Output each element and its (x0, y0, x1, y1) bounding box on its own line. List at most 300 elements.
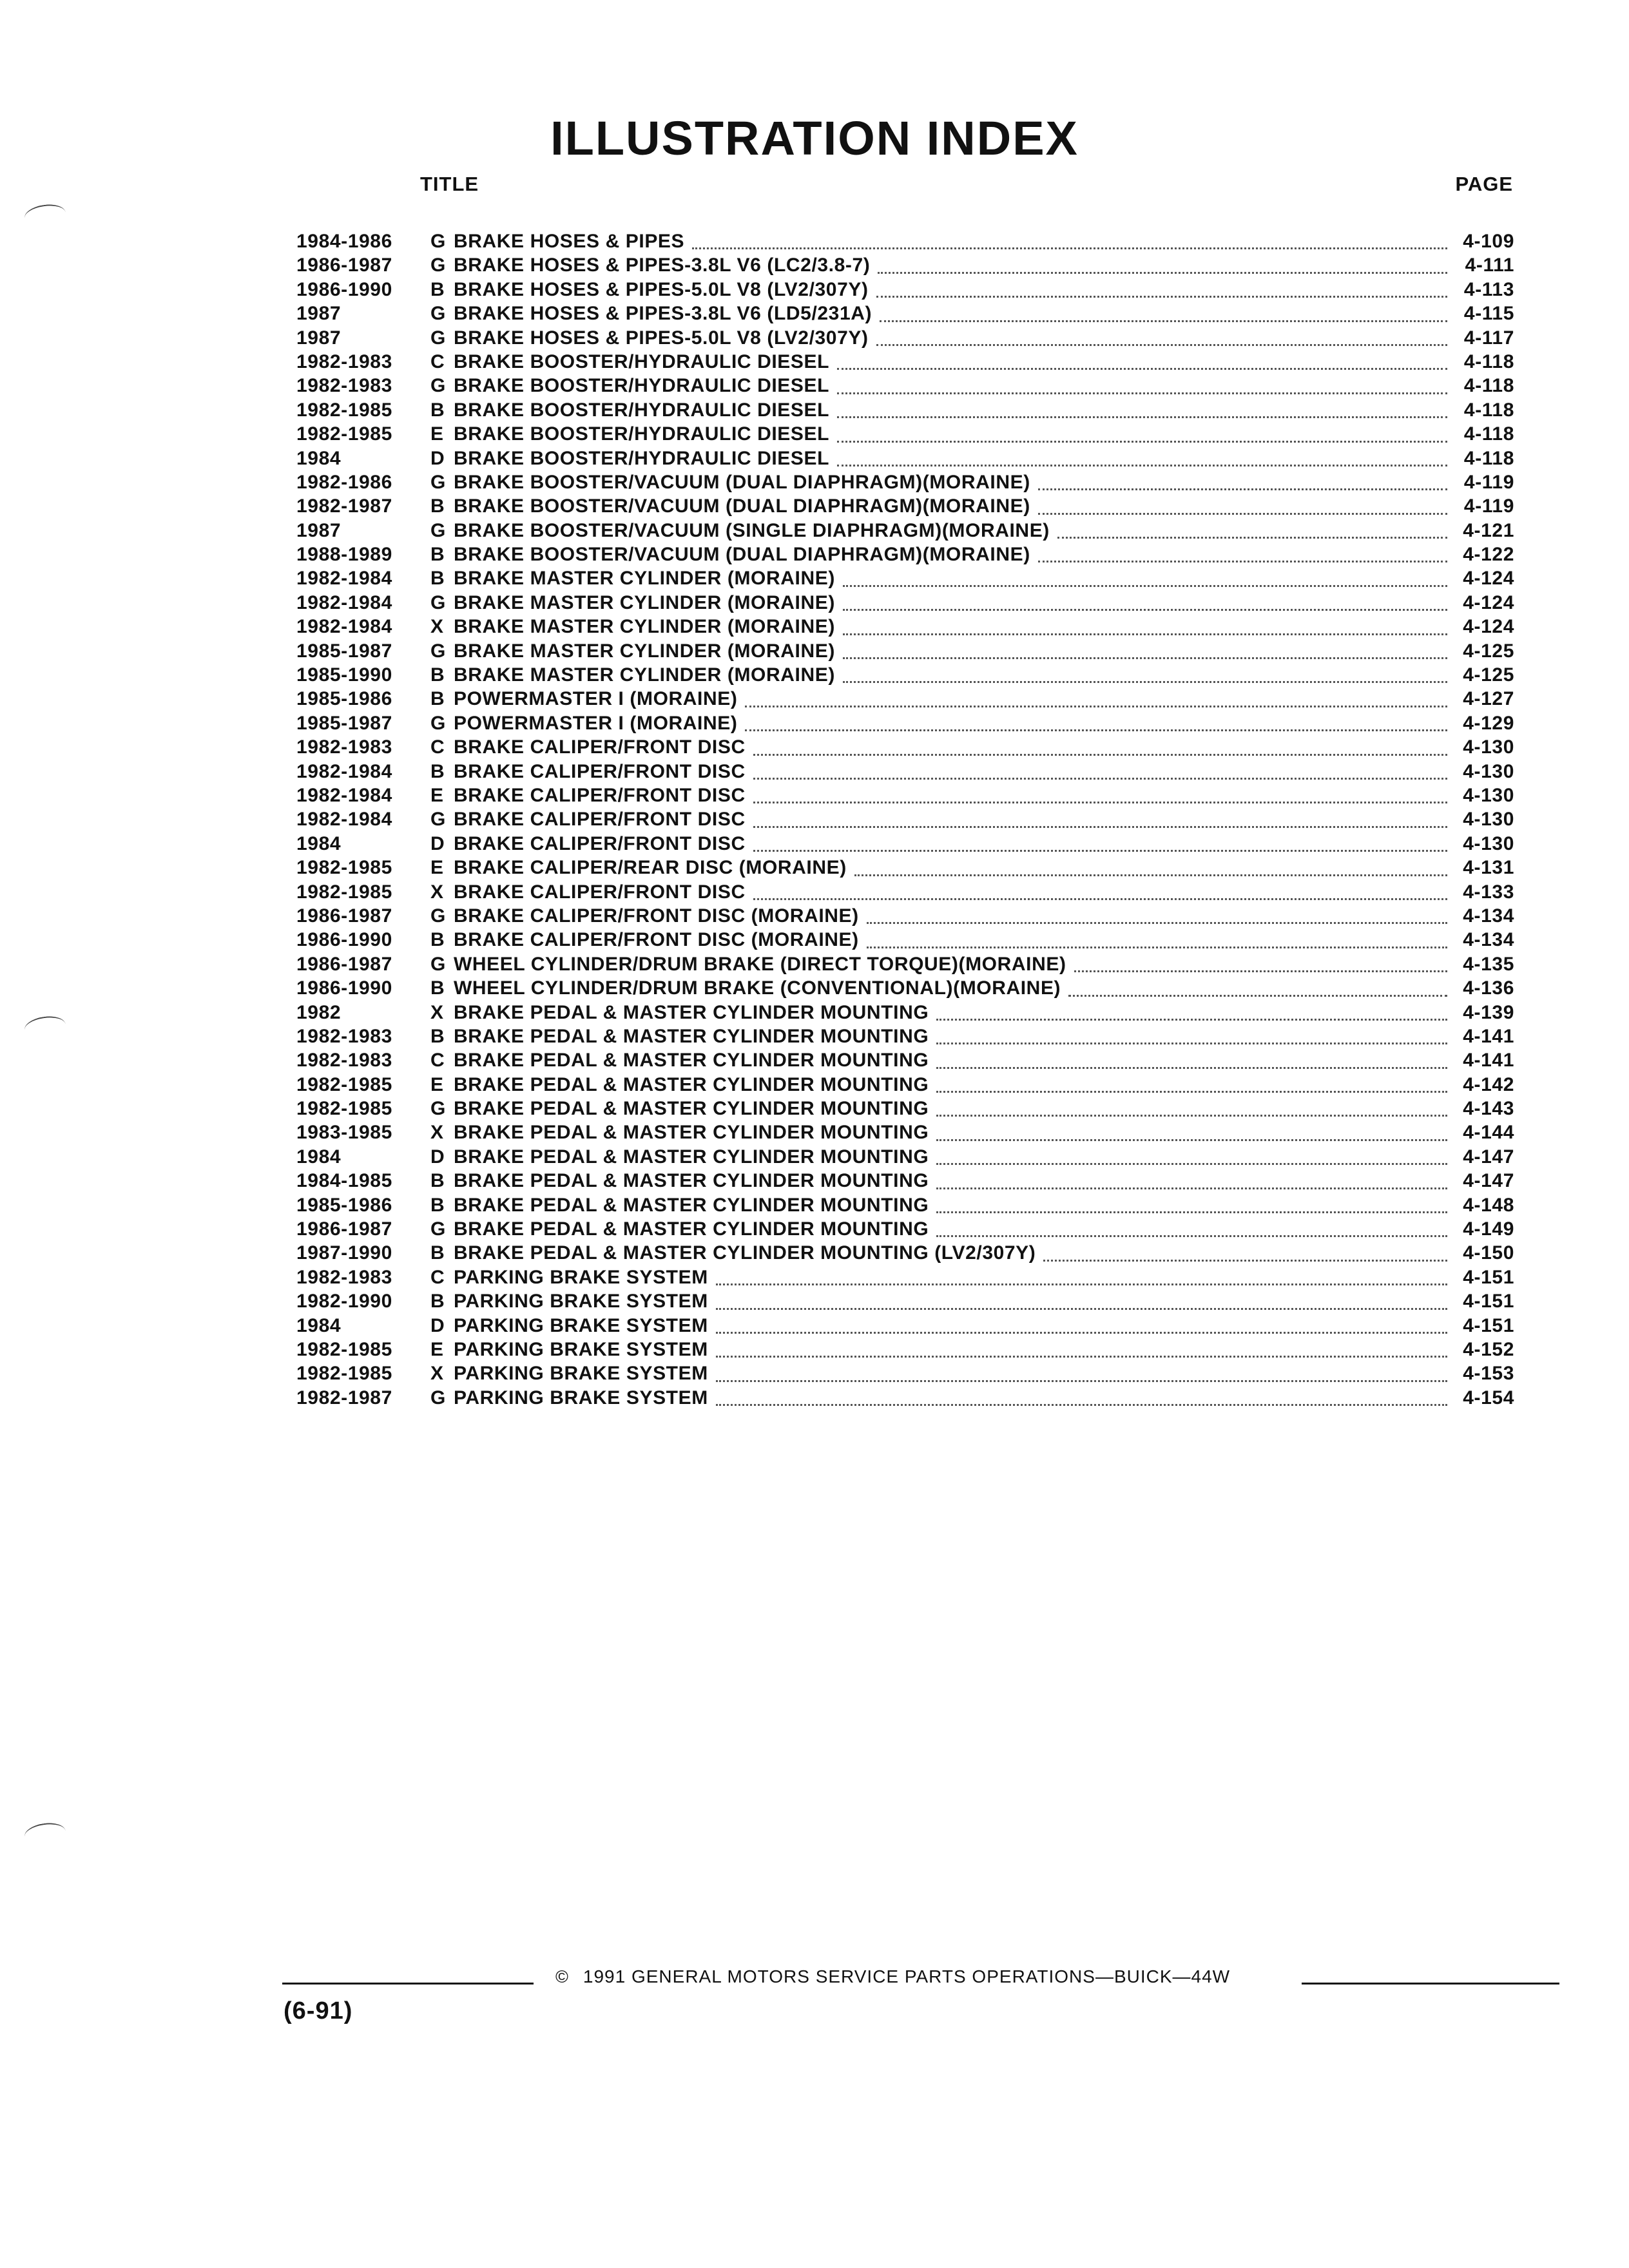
index-entry (296, 1098, 1514, 1122)
entry-years: 1982-1985 (296, 399, 392, 421)
entry-years: 1986-1987 (296, 255, 392, 276)
entry-description: BRAKE PEDAL & MASTER CYLINDER MOUNTING (LV2/307Y) (454, 1242, 1036, 1264)
entry-description: BRAKE PEDAL & MASTER CYLINDER MOUNTING (454, 1098, 929, 1120)
entry-page: 4-117 (1463, 327, 1514, 349)
entry-page: 4-131 (1463, 857, 1514, 879)
index-entry (296, 616, 1514, 640)
entry-description: BRAKE BOOSTER/HYDRAULIC DIESEL (454, 351, 830, 372)
entry-page: 4-115 (1463, 303, 1514, 325)
scan-margin-mark (23, 202, 67, 229)
dot-leader (1068, 995, 1447, 997)
entry-page: 4-121 (1463, 519, 1514, 541)
index-entry (296, 929, 1514, 953)
entry-description: BRAKE HOSES & PIPES-3.8L V6 (LC2/3.8-7) (454, 255, 871, 276)
index-entry (296, 761, 1514, 785)
entry-years: 1988-1989 (296, 544, 392, 566)
dot-leader (753, 826, 1447, 828)
entry-years: 1982-1984 (296, 809, 392, 831)
index-entry (296, 1218, 1514, 1242)
entry-series: D (430, 1146, 445, 1168)
entry-series: E (430, 423, 444, 445)
dot-leader (1043, 1260, 1447, 1262)
column-header-page: PAGE (1455, 173, 1513, 195)
dot-leader (716, 1283, 1447, 1285)
index-entry (296, 688, 1514, 712)
index-entry (296, 905, 1514, 929)
index-entry (296, 881, 1514, 905)
dot-leader (1074, 970, 1447, 972)
dot-leader (936, 1091, 1447, 1093)
entry-years: 1985-1986 (296, 688, 392, 710)
entry-years: 1982-1985 (296, 857, 392, 879)
entry-series: G (430, 1098, 446, 1120)
footer-rule-right (1302, 1983, 1559, 1984)
index-entry (296, 327, 1514, 351)
dot-leader (876, 296, 1447, 298)
entry-description: BRAKE BOOSTER/HYDRAULIC DIESEL (454, 423, 830, 445)
index-entry (296, 568, 1514, 591)
entry-years: 1982-1985 (296, 423, 392, 445)
entry-series: C (430, 736, 445, 758)
entry-series: D (430, 832, 445, 854)
entry-series: B (430, 278, 445, 300)
footer-copyright-text: 1991 GENERAL MOTORS SERVICE PARTS OPERATIONS—BUICK—44W (583, 1966, 1231, 1986)
entry-page: 4-124 (1463, 591, 1514, 613)
entry-years: 1982-1984 (296, 784, 392, 806)
entry-page: 4-149 (1463, 1218, 1514, 1240)
entry-page: 4-150 (1463, 1242, 1514, 1264)
entry-page: 4-151 (1463, 1266, 1514, 1288)
index-entry (296, 977, 1514, 1001)
entry-description: BRAKE CALIPER/FRONT DISC (MORAINE) (454, 929, 859, 951)
entry-series: C (430, 1266, 445, 1288)
dot-leader (716, 1332, 1447, 1334)
entry-years: 1982-1990 (296, 1291, 392, 1312)
entry-years: 1987-1990 (296, 1242, 392, 1264)
dot-leader (936, 1139, 1447, 1141)
entry-years: 1982-1986 (296, 471, 392, 493)
entry-series: C (430, 351, 445, 372)
entry-page: 4-118 (1463, 399, 1514, 421)
dot-leader (936, 1043, 1447, 1044)
dot-leader (716, 1404, 1447, 1406)
entry-series: E (430, 1073, 444, 1095)
dot-leader (837, 441, 1447, 443)
entry-years: 1982-1984 (296, 760, 392, 782)
entry-series: E (430, 1338, 444, 1360)
index-entry (296, 375, 1514, 399)
index-entry (296, 1122, 1514, 1146)
entry-page: 4-118 (1463, 351, 1514, 372)
entry-page: 4-118 (1463, 375, 1514, 397)
entry-page: 4-139 (1463, 1001, 1514, 1023)
entry-years: 1986-1990 (296, 929, 392, 951)
entry-description: PARKING BRAKE SYSTEM (454, 1291, 708, 1312)
entry-description: PARKING BRAKE SYSTEM (454, 1338, 708, 1360)
index-entry (296, 640, 1514, 664)
entry-page: 4-148 (1463, 1194, 1514, 1216)
edition-date: (6-91) (284, 1997, 353, 2024)
dot-leader (843, 657, 1447, 659)
entry-page: 4-111 (1465, 255, 1514, 276)
dot-leader (753, 850, 1447, 852)
entry-series: G (430, 1387, 446, 1408)
entry-series: G (430, 375, 446, 397)
index-entry (296, 664, 1514, 688)
entry-description: BRAKE BOOSTER/VACUUM (DUAL DIAPHRAGM)(MORAINE) (454, 495, 1030, 517)
index-entry (296, 279, 1514, 303)
entry-description: BRAKE CALIPER/FRONT DISC (454, 881, 746, 903)
copyright-symbol: © (555, 1967, 569, 1986)
dot-leader (1038, 561, 1447, 562)
entry-series: B (430, 760, 445, 782)
scan-margin-mark (23, 1821, 67, 1847)
entry-description: BRAKE CALIPER/FRONT DISC (454, 784, 746, 806)
dot-leader (837, 465, 1447, 466)
entry-years: 1982-1983 (296, 1050, 392, 1072)
entry-years: 1987 (296, 303, 342, 325)
entry-description: BRAKE MASTER CYLINDER (MORAINE) (454, 664, 835, 686)
entry-page: 4-151 (1463, 1291, 1514, 1312)
dot-leader (753, 802, 1447, 803)
index-entry (296, 592, 1514, 616)
entry-years: 1982-1983 (296, 1266, 392, 1288)
entry-description: BRAKE BOOSTER/HYDRAULIC DIESEL (454, 399, 830, 421)
index-entry (296, 303, 1514, 327)
dot-leader (936, 1187, 1447, 1189)
entry-years: 1984-1986 (296, 231, 392, 252)
entry-description: BRAKE HOSES & PIPES-5.0L V8 (LV2/307Y) (454, 327, 869, 349)
entry-page: 4-153 (1463, 1363, 1514, 1385)
index-entry (296, 1291, 1514, 1314)
entry-series: X (430, 616, 444, 638)
entry-description: BRAKE MASTER CYLINDER (MORAINE) (454, 568, 835, 590)
dot-leader (867, 947, 1447, 948)
dot-leader (745, 706, 1447, 707)
entry-description: BRAKE PEDAL & MASTER CYLINDER MOUNTING (454, 1146, 929, 1168)
entry-page: 4-109 (1463, 231, 1514, 252)
dot-leader (936, 1163, 1447, 1165)
entry-series: G (430, 255, 446, 276)
entry-series: B (430, 495, 445, 517)
entry-series: G (430, 591, 446, 613)
entry-page: 4-135 (1463, 953, 1514, 975)
entry-series: G (430, 953, 446, 975)
entry-series: B (430, 1291, 445, 1312)
entry-page: 4-129 (1463, 712, 1514, 734)
entry-years: 1984 (296, 832, 342, 854)
entry-series: B (430, 399, 445, 421)
entry-description: BRAKE BOOSTER/VACUUM (SINGLE DIAPHRAGM)(MORAINE) (454, 519, 1050, 541)
dot-leader (692, 247, 1447, 249)
entry-description: BRAKE PEDAL & MASTER CYLINDER MOUNTING (454, 1073, 929, 1095)
entry-description: BRAKE PEDAL & MASTER CYLINDER MOUNTING (454, 1050, 929, 1072)
entry-page: 4-124 (1463, 616, 1514, 638)
dot-leader (1038, 513, 1447, 515)
scan-margin-mark (23, 1014, 67, 1041)
entry-series: B (430, 664, 445, 686)
dot-leader (843, 681, 1447, 683)
entry-series: G (430, 809, 446, 831)
index-entry (296, 1339, 1514, 1363)
entry-years: 1984-1985 (296, 1170, 392, 1192)
dot-leader (753, 754, 1447, 756)
entry-years: 1985-1990 (296, 664, 392, 686)
entry-page: 4-130 (1463, 784, 1514, 806)
entry-years: 1986-1990 (296, 278, 392, 300)
entry-description: WHEEL CYLINDER/DRUM BRAKE (DIRECT TORQUE)(MORAINE) (454, 953, 1066, 975)
index-entry (296, 255, 1514, 278)
entry-years: 1982-1984 (296, 616, 392, 638)
entry-description: BRAKE CALIPER/FRONT DISC (454, 736, 746, 758)
entry-years: 1986-1990 (296, 977, 392, 999)
page-title: ILLUSTRATION INDEX (550, 111, 1079, 165)
entry-page: 4-119 (1463, 495, 1514, 517)
dot-leader (753, 898, 1447, 900)
entry-page: 4-119 (1463, 471, 1514, 493)
dot-leader (1038, 488, 1447, 490)
entry-years: 1986-1987 (296, 1218, 392, 1240)
entry-series: E (430, 857, 444, 879)
index-entry (296, 1002, 1514, 1026)
dot-leader (837, 368, 1447, 370)
entry-description: BRAKE CALIPER/FRONT DISC (454, 832, 746, 854)
entry-years: 1985-1987 (296, 640, 392, 662)
entry-years: 1982 (296, 1001, 342, 1023)
entry-years: 1986-1987 (296, 905, 392, 927)
dot-leader (878, 272, 1447, 274)
entry-description: BRAKE CALIPER/FRONT DISC (454, 760, 746, 782)
entry-description: PARKING BRAKE SYSTEM (454, 1266, 708, 1288)
index-entry (296, 495, 1514, 519)
index-entry (296, 1267, 1514, 1291)
entry-series: B (430, 1025, 445, 1047)
index-entry (296, 736, 1514, 760)
index-entry (296, 954, 1514, 977)
entry-series: B (430, 977, 445, 999)
entry-page: 4-118 (1463, 447, 1514, 469)
entry-series: B (430, 1170, 445, 1192)
entry-series: G (430, 519, 446, 541)
entry-years: 1983-1985 (296, 1122, 392, 1144)
entry-description: BRAKE MASTER CYLINDER (MORAINE) (454, 640, 835, 662)
entry-description: BRAKE CALIPER/FRONT DISC (454, 809, 746, 831)
entry-years: 1982-1983 (296, 736, 392, 758)
entry-description: PARKING BRAKE SYSTEM (454, 1314, 708, 1336)
entry-description: BRAKE HOSES & PIPES-3.8L V6 (LD5/231A) (454, 303, 872, 325)
dot-leader (843, 585, 1447, 587)
index-entry (296, 1050, 1514, 1073)
entry-series: E (430, 784, 444, 806)
entry-years: 1982-1985 (296, 1338, 392, 1360)
entry-description: BRAKE MASTER CYLINDER (MORAINE) (454, 591, 835, 613)
entry-series: B (430, 1194, 445, 1216)
entry-description: PARKING BRAKE SYSTEM (454, 1387, 708, 1408)
entry-series: G (430, 231, 446, 252)
entry-page: 4-125 (1463, 664, 1514, 686)
entry-series: X (430, 1001, 444, 1023)
entry-years: 1985-1987 (296, 712, 392, 734)
index-entry (296, 857, 1514, 881)
entry-series: X (430, 1363, 444, 1385)
entry-series: B (430, 1242, 445, 1264)
index-entry (296, 1195, 1514, 1218)
entry-page: 4-143 (1463, 1098, 1514, 1120)
index-entry (296, 544, 1514, 568)
entry-description: BRAKE CALIPER/REAR DISC (MORAINE) (454, 857, 847, 879)
entry-series: B (430, 544, 445, 566)
index-entry (296, 472, 1514, 495)
entry-page: 4-147 (1463, 1170, 1514, 1192)
entry-series: G (430, 327, 446, 349)
index-entry (296, 713, 1514, 736)
dot-leader (936, 1115, 1447, 1117)
index-entry (296, 785, 1514, 809)
entry-description: BRAKE BOOSTER/HYDRAULIC DIESEL (454, 447, 830, 469)
entry-series: G (430, 712, 446, 734)
entry-description: BRAKE PEDAL & MASTER CYLINDER MOUNTING (454, 1218, 929, 1240)
entry-page: 4-133 (1463, 881, 1514, 903)
entry-description: WHEEL CYLINDER/DRUM BRAKE (CONVENTIONAL)(MORAINE) (454, 977, 1061, 999)
entry-description: BRAKE BOOSTER/HYDRAULIC DIESEL (454, 375, 830, 397)
entry-series: G (430, 303, 446, 325)
entry-series: G (430, 640, 446, 662)
index-entry (296, 809, 1514, 832)
entry-years: 1984 (296, 1146, 342, 1168)
index-entry (296, 1170, 1514, 1194)
index-entry (296, 1146, 1514, 1170)
entry-description: BRAKE PEDAL & MASTER CYLINDER MOUNTING (454, 1001, 929, 1023)
dot-leader (936, 1211, 1447, 1213)
entry-page: 4-113 (1463, 278, 1514, 300)
entry-series: G (430, 471, 446, 493)
entry-description: BRAKE HOSES & PIPES-5.0L V8 (LV2/307Y) (454, 278, 869, 300)
dot-leader (745, 729, 1447, 731)
entry-series: D (430, 1314, 445, 1336)
entry-description: BRAKE HOSES & PIPES (454, 231, 685, 252)
entry-page: 4-142 (1463, 1073, 1514, 1095)
entry-years: 1986-1987 (296, 953, 392, 975)
index-entry (296, 399, 1514, 423)
index-entry (296, 231, 1514, 255)
entry-description: BRAKE MASTER CYLINDER (MORAINE) (454, 616, 835, 638)
entry-description: BRAKE PEDAL & MASTER CYLINDER MOUNTING (454, 1194, 929, 1216)
dot-leader (837, 416, 1447, 418)
entry-years: 1987 (296, 519, 342, 541)
dot-leader (843, 633, 1447, 635)
dot-leader (1057, 537, 1447, 539)
index-entry (296, 423, 1514, 447)
entry-page: 4-154 (1463, 1387, 1514, 1408)
dot-leader (716, 1380, 1447, 1382)
index-entry (296, 1242, 1514, 1266)
dot-leader (716, 1356, 1447, 1358)
index-entry (296, 1026, 1514, 1050)
entry-page: 4-125 (1463, 640, 1514, 662)
entry-page: 4-141 (1463, 1050, 1514, 1072)
entry-page: 4-151 (1463, 1314, 1514, 1336)
entry-page: 4-130 (1463, 832, 1514, 854)
index-entry (296, 833, 1514, 857)
entry-years: 1982-1984 (296, 591, 392, 613)
entry-page: 4-144 (1463, 1122, 1514, 1144)
dot-leader (876, 344, 1447, 346)
footer-rule-left (282, 1983, 534, 1984)
entry-years: 1985-1986 (296, 1194, 392, 1216)
entry-years: 1984 (296, 1314, 342, 1336)
entry-years: 1982-1983 (296, 1025, 392, 1047)
entry-years: 1982-1987 (296, 1387, 392, 1408)
footer-copyright (555, 1966, 1230, 1987)
entry-description: BRAKE CALIPER/FRONT DISC (MORAINE) (454, 905, 859, 927)
entry-years: 1982-1983 (296, 375, 392, 397)
entry-series: G (430, 905, 446, 927)
column-header-title: TITLE (420, 173, 479, 195)
dot-leader (867, 922, 1447, 924)
index-entry-list (296, 231, 1514, 1411)
entry-years: 1982-1987 (296, 495, 392, 517)
entry-description: POWERMASTER I (MORAINE) (454, 712, 738, 734)
entry-description: POWERMASTER I (MORAINE) (454, 688, 738, 710)
entry-description: BRAKE PEDAL & MASTER CYLINDER MOUNTING (454, 1122, 929, 1144)
entry-years: 1982-1983 (296, 351, 392, 372)
entry-years: 1982-1985 (296, 1098, 392, 1120)
index-entry (296, 448, 1514, 472)
entry-page: 4-122 (1463, 544, 1514, 566)
dot-leader (936, 1019, 1447, 1021)
entry-page: 4-147 (1463, 1146, 1514, 1168)
entry-years: 1982-1984 (296, 568, 392, 590)
index-entry (296, 520, 1514, 544)
entry-page: 4-152 (1463, 1338, 1514, 1360)
entry-description: BRAKE BOOSTER/VACUUM (DUAL DIAPHRAGM)(MORAINE) (454, 544, 1030, 566)
entry-series: B (430, 929, 445, 951)
entry-series: G (430, 1218, 446, 1240)
entry-page: 4-124 (1463, 568, 1514, 590)
entry-description: BRAKE PEDAL & MASTER CYLINDER MOUNTING (454, 1170, 929, 1192)
entry-series: X (430, 1122, 444, 1144)
entry-page: 4-118 (1463, 423, 1514, 445)
entry-page: 4-136 (1463, 977, 1514, 999)
entry-description: PARKING BRAKE SYSTEM (454, 1363, 708, 1385)
dot-leader (936, 1235, 1447, 1237)
dot-leader (854, 874, 1447, 876)
entry-page: 4-134 (1463, 929, 1514, 951)
entry-series: X (430, 881, 444, 903)
entry-years: 1987 (296, 327, 342, 349)
entry-years: 1982-1985 (296, 1073, 392, 1095)
dot-leader (936, 1067, 1447, 1069)
dot-leader (716, 1308, 1447, 1310)
entry-series: C (430, 1050, 445, 1072)
index-entry (296, 1315, 1514, 1339)
dot-leader (880, 320, 1447, 322)
dot-leader (843, 609, 1447, 611)
entry-description: BRAKE PEDAL & MASTER CYLINDER MOUNTING (454, 1025, 929, 1047)
entry-description: BRAKE BOOSTER/VACUUM (DUAL DIAPHRAGM)(MORAINE) (454, 471, 1030, 493)
entry-years: 1984 (296, 447, 342, 469)
index-entry (296, 351, 1514, 375)
entry-page: 4-130 (1463, 809, 1514, 831)
entry-years: 1982-1985 (296, 1363, 392, 1385)
entry-page: 4-134 (1463, 905, 1514, 927)
entry-page: 4-130 (1463, 736, 1514, 758)
entry-series: D (430, 447, 445, 469)
entry-series: B (430, 568, 445, 590)
entry-series: B (430, 688, 445, 710)
dot-leader (837, 392, 1447, 394)
entry-years: 1982-1985 (296, 881, 392, 903)
